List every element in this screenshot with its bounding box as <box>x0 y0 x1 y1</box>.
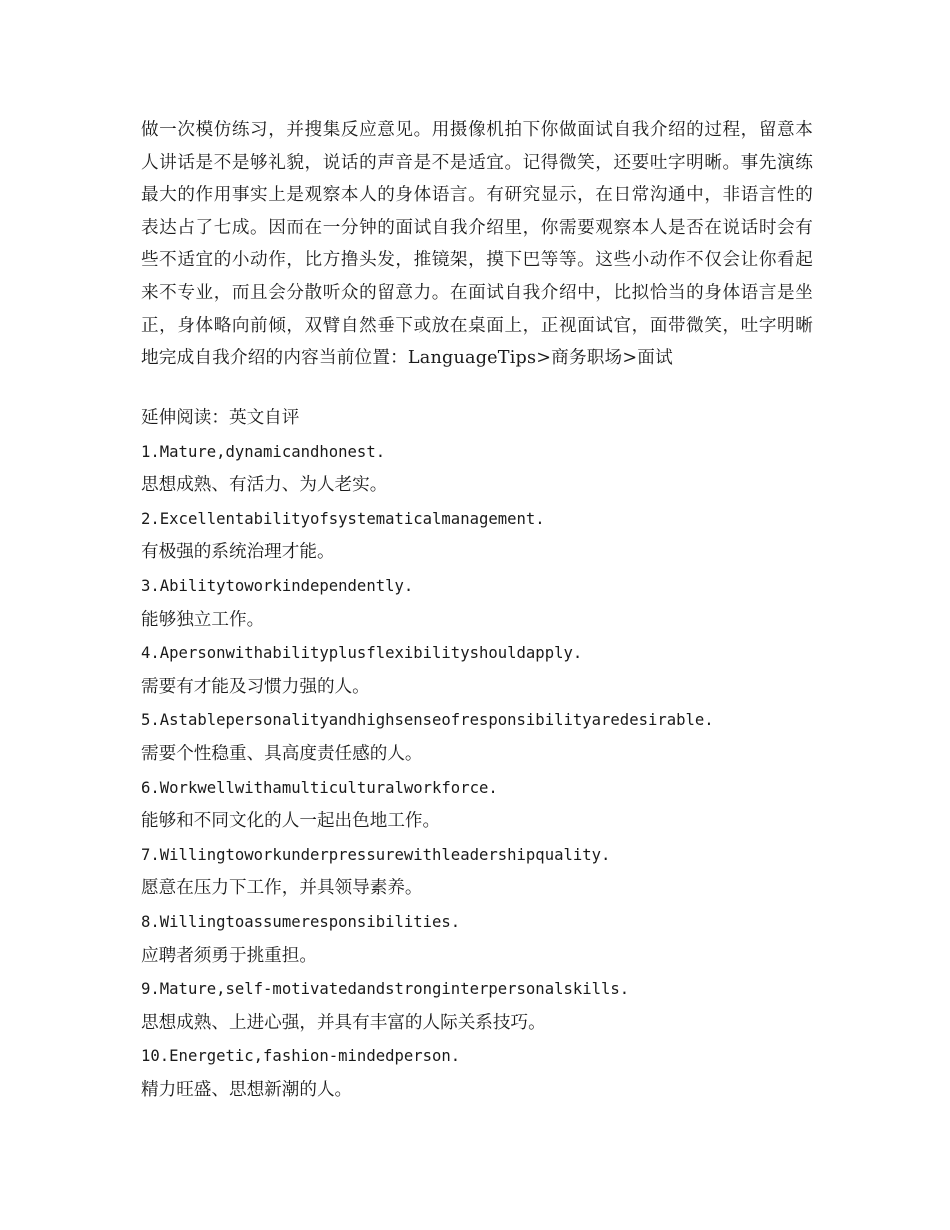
item-5-english: 5.Astablepersonalityandhighsenseofresponsibilityaredesirable. <box>141 711 714 730</box>
item-8-chinese: 应聘者须勇于挑重担。 <box>141 945 317 966</box>
reading-title: 延伸阅读：英文自评 <box>141 408 300 428</box>
item-3-english: 3.Abilitytoworkindependently. <box>141 576 414 595</box>
item-7-chinese: 愿意在压力下工作，并具领导素养。 <box>141 878 423 899</box>
item-2-chinese: 有极强的系统治理才能。 <box>141 542 335 563</box>
item-1-english: 1.Mature,dynamicandhonest. <box>141 442 386 461</box>
item-2-english: 2.Excellentabilityofsystematicalmanagement. <box>141 509 545 528</box>
extended-reading-section <box>141 402 821 1107</box>
item-1-chinese: 思想成熟、有活力、为人老实。 <box>141 475 388 496</box>
item-6-english: 6.Workwellwithamulticulturalworkforce. <box>141 778 498 797</box>
item-10-chinese: 精力旺盛、思想新潮的人。 <box>141 1079 353 1100</box>
item-4-chinese: 需要有才能及习惯力强的人。 <box>141 676 370 697</box>
item-4-english: 4.Apersonwithabilityplusflexibilityshouldapply. <box>141 644 583 663</box>
item-9-english: 9.Mature,self-motivatedandstronginterpersonalskills. <box>141 980 630 999</box>
intro-paragraph: 做一次模仿练习，并搜集反应意见。用摄像机拍下你做面试自我介绍的过程，留意本人讲话是不是够礼貌，说话的声音是不是适宜。记得微笑，还要吐字明晰。事先演练最大的作用事实上是观察本人的身体语言。有研究显示，在日常沟通中，非语言性的表达占了七成。因而在一分钟的面试自我介绍里，你需要观察本人是否在说话时会有些不适宜的小动作，比方撸头发，推镜架，摸下巴等等。这些小动作不仅会让你看起来不专业，而且会分散听众的留意力。在面试自我介绍中，比拟恰当的身体语言是坐正，身体略向前倾，双臂自然垂下或放在桌面上，正视面试官，面带微笑，吐字明晰地完成自我介绍的内容当前位置：LanguageTips>商务职场>面试 <box>141 120 813 369</box>
item-10-english: 10.Energetic,fashion-mindedperson. <box>141 1047 461 1066</box>
item-6-chinese: 能够和不同文化的人一起出色地工作。 <box>141 811 441 832</box>
item-8-english: 8.Willingtoassumeresponsibilities. <box>141 912 461 931</box>
item-5-chinese: 需要个性稳重、具高度责任感的人。 <box>141 743 423 764</box>
item-7-english: 7.Willingtoworkunderpressurewithleadershipquality. <box>141 845 611 864</box>
item-3-chinese: 能够独立工作。 <box>141 609 265 630</box>
item-9-chinese: 思想成熟、上进心强，并具有丰富的人际关系技巧。 <box>141 1012 546 1033</box>
